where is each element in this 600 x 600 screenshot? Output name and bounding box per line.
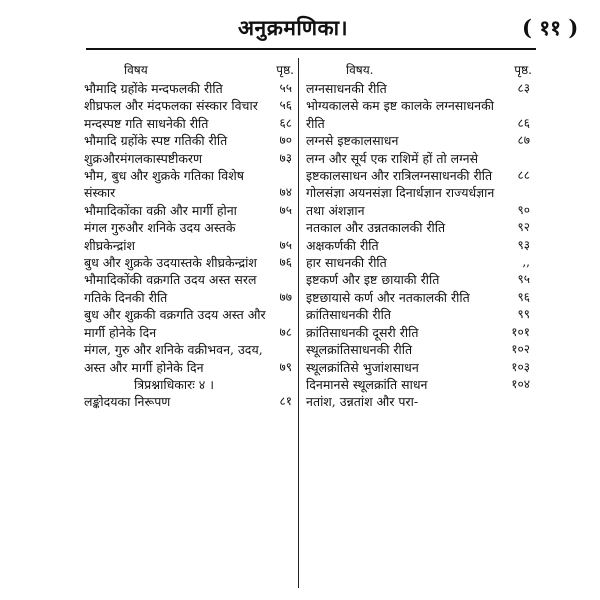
toc-entry-title: अक्षकर्णकी रीति: [306, 237, 379, 253]
toc-entry-page: ६८: [279, 115, 292, 130]
right-entry-list: [306, 80, 532, 411]
toc-entry: [306, 184, 532, 219]
toc-entry: [306, 324, 532, 341]
toc-entry-title: मन्दस्पष्ट गति साधनेकी रीति: [84, 115, 209, 131]
toc-entry: [84, 202, 294, 219]
toc-entry-title: बुध और शुक्रकी वक्रगति उदय अस्त और मार्गी होनेके दिन: [84, 307, 266, 340]
toc-entry-title: मंगल, गुरु और शनिके वक्रीभवन, उदय, अस्त और मार्गी होनेके दिन: [84, 342, 263, 375]
toc-entry: [84, 393, 294, 410]
toc-entry-title: भौम, बुध और शुक्रके गतिका विशेष संस्कार: [84, 168, 244, 201]
toc-entry: [84, 150, 294, 167]
toc-entry-title: इष्टकर्ण और इष्ट छायाकी रीति: [306, 272, 440, 288]
toc-entry: [306, 271, 532, 288]
toc-entry-page: ९०: [517, 202, 530, 217]
toc-entry-title: स्थूलक्रांतिसे भुजांशसाधन: [306, 359, 419, 375]
toc-entry-page: ७३: [279, 150, 292, 165]
toc-entry-title: इष्टछायासे कर्ण और नतकालकी रीति: [306, 289, 470, 305]
toc-entry-page: १०४: [511, 376, 530, 391]
toc-entry: [84, 376, 294, 393]
toc-entry: [306, 132, 532, 149]
toc-entry: [306, 376, 532, 393]
toc-entry-page: ९३: [517, 237, 530, 252]
toc-entry-page: ९२: [517, 220, 530, 235]
toc-entry-page: ,,: [522, 255, 530, 270]
toc-entry-title: त्रिप्रश्नाधिकारः ४ ।: [134, 376, 214, 392]
toc-entry-title: क्रांतिसाधनकी दूसरी रीति: [306, 324, 419, 340]
toc-entry: [306, 254, 532, 271]
right-column-header: [306, 58, 532, 80]
toc-entry-page: ५५: [279, 81, 292, 95]
toc-entry-title: लग्न और सूर्य एक राशिमें हों तो लग्नसे इष्टकालसाधन और रात्रिलग्नसाधनकी रीति: [306, 150, 493, 184]
toc-entry: [306, 341, 532, 358]
toc-entry-title: भौमादिकोंका वक्री और मार्गी होना: [84, 202, 237, 218]
toc-entry: [306, 150, 532, 185]
toc-entry-page: ८३: [517, 81, 530, 95]
header-rule: [86, 48, 536, 50]
toc-entry-title: बुध और शुक्रके उदयास्तके शीघ्रकेन्द्रांश: [84, 255, 257, 271]
toc-entry: [306, 306, 532, 323]
page-label: पृष्ठ.: [514, 63, 532, 77]
toc-entry-page: ९६: [517, 289, 530, 304]
left-column: [84, 58, 294, 411]
toc-entry-page: ९५: [517, 272, 530, 287]
toc-entry-title: शीघ्रफल और मंदफलका संस्कार विचार: [84, 98, 258, 114]
toc-entry-page: ७८: [279, 324, 292, 339]
toc-entry: [306, 359, 532, 376]
column-divider: [298, 58, 299, 588]
toc-entry-title: दिनमानसे स्थूलक्रांति साधन: [306, 376, 428, 392]
toc-entry: [84, 306, 294, 341]
toc-entry-title: स्थूलक्रांतिसाधनकी रीति: [306, 342, 413, 358]
toc-entry: [306, 97, 532, 132]
toc-entry-page: ९९: [517, 307, 530, 322]
toc-entry-title: हार साधनकी रीति: [306, 255, 387, 271]
subject-label: विषय: [124, 63, 148, 77]
toc-entry-page: ७४: [279, 185, 292, 200]
toc-entry-page: ५६: [279, 98, 292, 113]
toc-entry-page: ७७: [279, 289, 292, 304]
toc-entry-page: ७५: [279, 237, 292, 252]
toc-entry: [84, 271, 294, 306]
toc-entry-title: लङ्कोदयका निरूपण: [84, 394, 171, 410]
toc-entry: [306, 289, 532, 306]
right-column: [306, 58, 532, 411]
toc-entry-page: ८१: [279, 394, 292, 409]
toc-entry-title: भौमादिकोंकी वक्रगति उदय अस्त सरल गतिके दिनकी रीति: [84, 272, 257, 305]
subject-label: विषय.: [346, 63, 374, 77]
toc-entry-title: भोग्यकालसे कम इष्ट कालके लग्नसाधनकी रीति: [306, 98, 494, 131]
toc-entry: [84, 341, 294, 376]
toc-entry-title: मंगल गुरुऔर शनिके उदय अस्तके शीघ्रकेन्द्रांश: [84, 220, 236, 253]
toc-entry-title: नतकाल और उन्नतकालकी रीति: [306, 220, 446, 236]
toc-entry: [84, 97, 294, 114]
toc-entry-page: ८७: [517, 133, 530, 148]
toc-entry-title: क्रांतिसाधनकी रीति: [306, 307, 392, 323]
toc-entry: [84, 167, 294, 202]
toc-entry-page: ७६: [279, 255, 292, 270]
toc-entry: [84, 115, 294, 132]
toc-entry: [306, 393, 532, 410]
toc-entry-page: १०२: [511, 342, 530, 357]
toc-entry-page: ७९: [279, 359, 292, 374]
page-number: ( ११ ): [522, 15, 579, 40]
toc-entry-title: लग्नसे इष्टकालसाधन: [306, 133, 399, 149]
toc-entry: [84, 254, 294, 271]
toc-entry-page: १०१: [511, 324, 530, 339]
toc-entry: [84, 80, 294, 97]
toc-entry-title: लग्नसाधनकी रीति: [306, 81, 387, 96]
toc-entry-page: ७५: [279, 202, 292, 217]
toc-entry-title: गोलसंज्ञा अयनसंज्ञा दिनार्धज्ञान राज्यर्धज्ञान तथा अंशज्ञान: [306, 185, 495, 218]
toc-entry: [306, 219, 532, 236]
toc-entry-title: नतांश, उन्नतांश और परा-: [306, 394, 419, 410]
toc-entry-page: १०३: [511, 359, 530, 374]
toc-entry-page: ८६: [517, 115, 530, 130]
left-entry-list: [84, 80, 294, 411]
page-title: अनुक्रमणिका।: [238, 15, 349, 40]
left-column-header: [84, 58, 294, 80]
toc-entry-title: शुक्रऔरमंगलकास्पष्टीकरण: [84, 150, 203, 166]
page-header: [0, 6, 600, 46]
toc-entry: [306, 237, 532, 254]
toc-entry: [306, 80, 532, 97]
toc-entry: [84, 132, 294, 149]
page-label: पृष्ठ.: [276, 63, 294, 77]
toc-entry-title: भौमादि ग्रहोंके मन्दफलकी रीति: [84, 81, 223, 96]
toc-entry: [84, 219, 294, 254]
toc-entry-page: ७०: [279, 133, 292, 148]
toc-entry-page: ८८: [517, 168, 530, 183]
toc-entry-title: भौमादि ग्रहोंके स्पष्ट गतिकी रीति: [84, 133, 228, 149]
